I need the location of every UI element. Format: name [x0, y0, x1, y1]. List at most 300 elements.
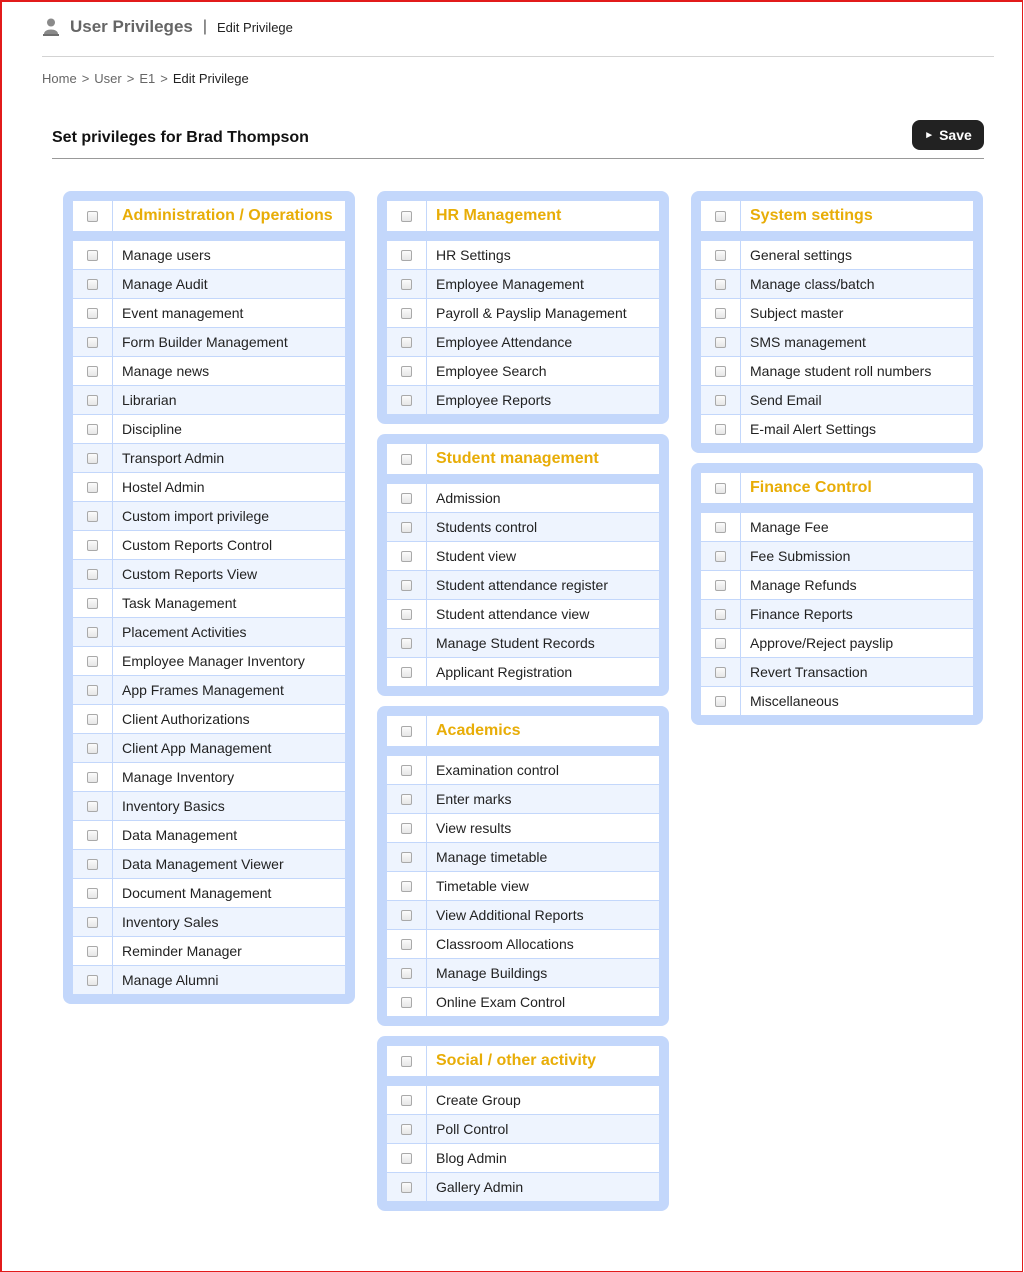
privilege-label: Inventory Sales [122, 914, 219, 930]
privilege-checkbox[interactable] [401, 337, 412, 348]
privilege-row-manage-timetable[interactable] [387, 843, 659, 872]
privilege-row-manage-refunds[interactable] [701, 571, 973, 600]
privilege-checkbox-cell [701, 299, 741, 327]
privilege-checkbox[interactable] [87, 511, 98, 522]
privilege-row-manage-alumni[interactable] [73, 966, 345, 994]
privileges-heading: Set privileges for Brad Thompson [52, 129, 309, 146]
privilege-label: Poll Control [436, 1121, 509, 1137]
privilege-label: Manage Buildings [436, 965, 548, 981]
privilege-checkbox-cell [73, 328, 113, 356]
privilege-checkbox-cell [387, 241, 427, 269]
privilege-row-manage-student-records[interactable] [387, 629, 659, 658]
privilege-checkbox[interactable] [401, 1182, 412, 1193]
privilege-checkbox-cell [387, 571, 427, 599]
privilege-checkbox[interactable] [87, 801, 98, 812]
privilege-checkbox[interactable] [401, 308, 412, 319]
heading-divider [52, 158, 984, 159]
privilege-row-employee-manager-inventory[interactable] [73, 647, 345, 676]
privilege-checkbox[interactable] [715, 580, 726, 591]
privilege-checkbox-cell [73, 357, 113, 385]
privilege-checkbox-cell [387, 930, 427, 958]
privilege-label: SMS management [750, 334, 866, 350]
privilege-checkbox-cell [387, 843, 427, 871]
privilege-checkbox[interactable] [87, 627, 98, 638]
privilege-checkbox[interactable] [715, 308, 726, 319]
privilege-checkbox-cell [701, 415, 741, 443]
privilege-row-discipline[interactable] [73, 415, 345, 444]
privilege-checkbox[interactable] [401, 609, 412, 620]
privilege-checkbox-cell [387, 270, 427, 298]
privilege-checkbox[interactable] [401, 1153, 412, 1164]
breadcrumb-separator: > [160, 71, 168, 86]
group-title: Social / other activity [436, 1052, 597, 1069]
privilege-label: Inventory Basics [122, 798, 225, 814]
privilege-checkbox[interactable] [87, 279, 98, 290]
privilege-checkbox[interactable] [715, 522, 726, 533]
privilege-row-classroom-allocations[interactable] [387, 930, 659, 959]
header-divider [42, 56, 994, 57]
privilege-label: Classroom Allocations [436, 936, 574, 952]
privilege-label: Event management [122, 305, 244, 321]
privilege-list [387, 484, 659, 686]
privilege-checkbox[interactable] [87, 685, 98, 696]
privilege-label: Finance Reports [750, 606, 853, 622]
group-checkbox-cell [701, 473, 741, 503]
privilege-label: Manage student roll numbers [750, 363, 932, 379]
privilege-row-online-exam-control[interactable] [387, 988, 659, 1016]
privilege-group-student-management [377, 434, 669, 696]
page-title: User Privileges [70, 17, 193, 36]
privilege-row-data-management-viewer[interactable] [73, 850, 345, 879]
privilege-checkbox-cell [387, 328, 427, 356]
group-checkbox-cell [73, 201, 113, 231]
privilege-row-document-management[interactable] [73, 879, 345, 908]
privilege-checkbox[interactable] [715, 551, 726, 562]
group-checkbox[interactable] [715, 211, 726, 222]
privilege-checkbox[interactable] [401, 395, 412, 406]
group-checkbox-cell [387, 444, 427, 474]
privilege-label: Approve/Reject payslip [750, 635, 894, 651]
privilege-checkbox-cell [73, 821, 113, 849]
privilege-checkbox[interactable] [715, 337, 726, 348]
group-checkbox[interactable] [87, 211, 98, 222]
privilege-row-sms-management[interactable] [701, 328, 973, 357]
privilege-group-social-other-activity [377, 1036, 669, 1211]
privilege-row-student-attendance-register[interactable] [387, 571, 659, 600]
privilege-label: Timetable view [436, 878, 529, 894]
privilege-checkbox[interactable] [87, 830, 98, 841]
privilege-checkbox-cell [73, 270, 113, 298]
privilege-label: Enter marks [436, 791, 512, 807]
privilege-row-manage-class-batch[interactable] [701, 270, 973, 299]
privilege-label: Client App Management [122, 740, 272, 756]
privilege-column-3 [691, 191, 983, 735]
group-checkbox[interactable] [401, 211, 412, 222]
privilege-checkbox[interactable] [401, 794, 412, 805]
group-header [387, 201, 659, 231]
group-checkbox-cell [387, 716, 427, 746]
privilege-row-enter-marks[interactable] [387, 785, 659, 814]
privilege-row-view-results[interactable] [387, 814, 659, 843]
privilege-label: Hostel Admin [122, 479, 205, 495]
privilege-label: Manage Student Records [436, 635, 595, 651]
breadcrumb-e1[interactable]: E1 [139, 71, 156, 86]
privilege-checkbox[interactable] [87, 743, 98, 754]
privilege-row-gallery-admin[interactable] [387, 1173, 659, 1201]
privilege-checkbox-cell [73, 850, 113, 878]
privilege-checkbox-cell [73, 386, 113, 414]
privilege-checkbox[interactable] [401, 765, 412, 776]
privilege-checkbox-cell [387, 872, 427, 900]
privilege-checkbox[interactable] [401, 968, 412, 979]
privilege-checkbox-cell [387, 1173, 427, 1201]
privilege-row-general-settings[interactable] [701, 241, 973, 270]
privilege-checkbox-cell [73, 763, 113, 791]
privilege-row-manage-student-roll-numbers[interactable] [701, 357, 973, 386]
privilege-label: Online Exam Control [436, 994, 566, 1010]
privilege-checkbox[interactable] [715, 395, 726, 406]
privilege-checkbox[interactable] [715, 638, 726, 649]
privilege-group-academics [377, 706, 669, 1026]
privilege-checkbox[interactable] [87, 453, 98, 464]
privilege-row-blog-admin[interactable] [387, 1144, 659, 1173]
privilege-checkbox-cell [701, 658, 741, 686]
privilege-checkbox[interactable] [87, 888, 98, 899]
privilege-checkbox-cell [73, 415, 113, 443]
breadcrumb-separator: > [126, 71, 135, 86]
privilege-label: Reminder Manager [122, 943, 242, 959]
privilege-checkbox-cell [387, 357, 427, 385]
group-header [701, 473, 973, 503]
privilege-group-hr-management [377, 191, 669, 424]
privilege-label: Employee Search [436, 363, 547, 379]
privilege-list [701, 241, 973, 443]
privilege-checkbox-cell [73, 241, 113, 269]
privilege-row-custom-reports-control[interactable] [73, 531, 345, 560]
privilege-row-subject-master[interactable] [701, 299, 973, 328]
privilege-label: Send Email [750, 392, 822, 408]
privilege-row-student-view[interactable] [387, 542, 659, 571]
privilege-checkbox[interactable] [401, 279, 412, 290]
privilege-checkbox[interactable] [87, 540, 98, 551]
privilege-checkbox-cell [387, 658, 427, 686]
group-title: Administration / Operations [122, 207, 333, 224]
save-button[interactable] [912, 120, 984, 150]
privilege-row-manage-users[interactable] [73, 241, 345, 270]
privilege-row-task-management[interactable] [73, 589, 345, 618]
privilege-checkbox[interactable] [401, 852, 412, 863]
privilege-checkbox[interactable] [401, 580, 412, 591]
privilege-label: Student attendance register [436, 577, 609, 593]
privilege-label: Manage Refunds [750, 577, 857, 593]
header-separator: | [202, 18, 208, 35]
privilege-column-1 [63, 191, 355, 1014]
privilege-checkbox[interactable] [87, 714, 98, 725]
privilege-row-manage-audit[interactable] [73, 270, 345, 299]
privilege-row-client-app-management[interactable] [73, 734, 345, 763]
user-icon [42, 17, 60, 37]
privilege-checkbox[interactable] [87, 569, 98, 580]
privilege-checkbox[interactable] [87, 946, 98, 957]
privilege-checkbox[interactable] [87, 975, 98, 986]
privilege-row-manage-news[interactable] [73, 357, 345, 386]
privilege-label: Custom import privilege [122, 508, 270, 524]
privilege-list [701, 513, 973, 715]
privilege-checkbox[interactable] [401, 1124, 412, 1135]
privilege-checkbox[interactable] [87, 859, 98, 870]
privilege-row-custom-reports-view[interactable] [73, 560, 345, 589]
group-title: Finance Control [750, 479, 872, 496]
privilege-checkbox-cell [387, 959, 427, 987]
privilege-label: Revert Transaction [750, 664, 868, 680]
privilege-row-employee-reports[interactable] [387, 386, 659, 414]
privilege-label: Student attendance view [436, 606, 590, 622]
privilege-row-form-builder-management[interactable] [73, 328, 345, 357]
privilege-checkbox-cell [387, 1144, 427, 1172]
privilege-checkbox[interactable] [401, 910, 412, 921]
privilege-row-view-additional-reports[interactable] [387, 901, 659, 930]
privilege-label: HR Settings [436, 247, 511, 263]
privilege-row-payroll-payslip-management[interactable] [387, 299, 659, 328]
breadcrumb-home[interactable]: Home [42, 71, 77, 86]
privilege-checkbox[interactable] [401, 823, 412, 834]
privilege-list [387, 241, 659, 414]
privilege-label: Form Builder Management [122, 334, 288, 350]
privilege-label: Transport Admin [122, 450, 225, 466]
privilege-row-send-email[interactable] [701, 386, 973, 415]
privilege-label: E-mail Alert Settings [750, 421, 877, 437]
privilege-label: View results [436, 820, 512, 836]
privilege-label: Manage Alumni [122, 972, 219, 988]
privilege-label: Manage timetable [436, 849, 548, 865]
privilege-row-create-group[interactable] [387, 1086, 659, 1115]
privilege-row-custom-import-privilege[interactable] [73, 502, 345, 531]
privilege-checkbox[interactable] [401, 1095, 412, 1106]
privilege-checkbox-cell [73, 473, 113, 501]
privilege-row-manage-fee[interactable] [701, 513, 973, 542]
privilege-row-client-authorizations[interactable] [73, 705, 345, 734]
privilege-list [387, 756, 659, 1016]
group-title: Academics [436, 722, 521, 739]
privilege-checkbox[interactable] [401, 638, 412, 649]
privilege-checkbox[interactable] [87, 366, 98, 377]
breadcrumb-current: Edit Privilege [172, 71, 249, 86]
privilege-row-finance-reports[interactable] [701, 600, 973, 629]
privilege-label: Employee Manager Inventory [122, 653, 305, 669]
group-checkbox[interactable] [401, 1056, 412, 1067]
privilege-row-fee-submission[interactable] [701, 542, 973, 571]
privilege-checkbox[interactable] [401, 939, 412, 950]
privilege-checkbox[interactable] [401, 667, 412, 678]
privilege-checkbox-cell [387, 542, 427, 570]
privilege-row-placement-activities[interactable] [73, 618, 345, 647]
group-header [701, 201, 973, 231]
privilege-checkbox[interactable] [87, 772, 98, 783]
privilege-list [73, 241, 345, 994]
privilege-checkbox-cell [387, 785, 427, 813]
privilege-checkbox-cell [73, 647, 113, 675]
privilege-checkbox[interactable] [715, 424, 726, 435]
breadcrumb-separator: > [81, 71, 90, 86]
group-title: System settings [750, 207, 873, 224]
privilege-checkbox[interactable] [401, 997, 412, 1008]
privilege-row-approve-reject-payslip[interactable] [701, 629, 973, 658]
group-checkbox-cell [701, 201, 741, 231]
privilege-row-app-frames-management[interactable] [73, 676, 345, 705]
privilege-checkbox[interactable] [87, 656, 98, 667]
privilege-label: Blog Admin [436, 1150, 507, 1166]
privilege-label: Data Management [122, 827, 238, 843]
privilege-row-revert-transaction[interactable] [701, 658, 973, 687]
privilege-row-student-attendance-view[interactable] [387, 600, 659, 629]
privilege-label: Subject master [750, 305, 844, 321]
privilege-checkbox[interactable] [401, 250, 412, 261]
privilege-checkbox-cell [73, 589, 113, 617]
privilege-label: Task Management [122, 595, 237, 611]
privilege-checkbox-cell [701, 542, 741, 570]
privilege-label: Discipline [122, 421, 182, 437]
privilege-label: General settings [750, 247, 852, 263]
privilege-label: Data Management Viewer [122, 856, 284, 872]
privilege-row-manage-inventory[interactable] [73, 763, 345, 792]
privilege-label: Manage Fee [750, 519, 829, 535]
privilege-label: Students control [436, 519, 538, 535]
privilege-label: Fee Submission [750, 548, 851, 564]
privilege-checkbox-cell [387, 1086, 427, 1114]
privilege-checkbox-cell [701, 629, 741, 657]
privilege-row-miscellaneous[interactable] [701, 687, 973, 715]
privilege-checkbox[interactable] [715, 696, 726, 707]
privilege-label: Employee Management [436, 276, 584, 292]
privilege-row-applicant-registration[interactable] [387, 658, 659, 686]
privilege-row-employee-search[interactable] [387, 357, 659, 386]
privilege-checkbox[interactable] [87, 598, 98, 609]
privilege-checkbox-cell [73, 299, 113, 327]
privilege-checkbox-cell [73, 705, 113, 733]
privilege-checkbox-cell [73, 966, 113, 994]
privilege-row-data-management[interactable] [73, 821, 345, 850]
group-header [387, 716, 659, 746]
privilege-checkbox-cell [701, 270, 741, 298]
privilege-checkbox[interactable] [715, 250, 726, 261]
privilege-checkbox[interactable] [715, 366, 726, 377]
privilege-checkbox[interactable] [87, 917, 98, 928]
privilege-label: View Additional Reports [436, 907, 584, 923]
privilege-row-admission[interactable] [387, 484, 659, 513]
privilege-row-transport-admin[interactable] [73, 444, 345, 473]
privilege-label: Librarian [122, 392, 177, 408]
privilege-row-reminder-manager[interactable] [73, 937, 345, 966]
privilege-checkbox[interactable] [401, 522, 412, 533]
privilege-checkbox-cell [73, 734, 113, 762]
privilege-checkbox[interactable] [715, 609, 726, 620]
group-header [387, 1046, 659, 1076]
privilege-checkbox[interactable] [715, 667, 726, 678]
privilege-row-employee-attendance[interactable] [387, 328, 659, 357]
privilege-label: Create Group [436, 1092, 521, 1108]
privilege-checkbox[interactable] [87, 250, 98, 261]
privilege-row-poll-control[interactable] [387, 1115, 659, 1144]
privilege-checkbox[interactable] [87, 395, 98, 406]
privilege-checkbox[interactable] [87, 482, 98, 493]
privilege-checkbox[interactable] [401, 366, 412, 377]
privilege-checkbox-cell [73, 560, 113, 588]
group-checkbox[interactable] [715, 483, 726, 494]
privilege-checkbox[interactable] [87, 337, 98, 348]
privilege-label: Manage news [122, 363, 210, 379]
privilege-label: Employee Reports [436, 392, 552, 408]
page-header [42, 15, 293, 39]
privilege-group-administration-operations [63, 191, 355, 1004]
privilege-checkbox-cell [701, 241, 741, 269]
privilege-label: App Frames Management [122, 682, 284, 698]
privilege-group-system-settings [691, 191, 983, 453]
group-checkbox[interactable] [401, 454, 412, 465]
privilege-label: Client Authorizations [122, 711, 250, 727]
privilege-row-examination-control[interactable] [387, 756, 659, 785]
privilege-column-2 [377, 191, 669, 1221]
privilege-checkbox-cell [73, 676, 113, 704]
privilege-label: Admission [436, 490, 501, 506]
privilege-checkbox[interactable] [87, 424, 98, 435]
privilege-row-event-management[interactable] [73, 299, 345, 328]
privilege-row-hostel-admin[interactable] [73, 473, 345, 502]
privilege-label: Manage Inventory [122, 769, 235, 785]
privilege-row-students-control[interactable] [387, 513, 659, 542]
group-header [73, 201, 345, 231]
privilege-checkbox-cell [387, 513, 427, 541]
privilege-row-timetable-view[interactable] [387, 872, 659, 901]
privilege-checkbox-cell [73, 937, 113, 965]
privilege-checkbox-cell [73, 531, 113, 559]
privilege-label: Custom Reports Control [122, 537, 273, 553]
privilege-label: Student view [436, 548, 517, 564]
privilege-checkbox-cell [387, 600, 427, 628]
privilege-checkbox-cell [387, 814, 427, 842]
privilege-label: Payroll & Payslip Management [436, 305, 627, 321]
group-checkbox[interactable] [401, 726, 412, 737]
privilege-label: Applicant Registration [436, 664, 573, 680]
breadcrumb [42, 71, 249, 86]
privilege-label: Employee Attendance [436, 334, 573, 350]
privilege-checkbox[interactable] [401, 493, 412, 504]
privilege-row-hr-settings[interactable] [387, 241, 659, 270]
privilege-checkbox[interactable] [401, 551, 412, 562]
privilege-row-manage-buildings[interactable] [387, 959, 659, 988]
privilege-label: Manage Audit [122, 276, 208, 292]
privilege-row-librarian[interactable] [73, 386, 345, 415]
privilege-row-employee-management[interactable] [387, 270, 659, 299]
privilege-label: Document Management [122, 885, 272, 901]
save-label: Save [939, 127, 972, 143]
privilege-row-e-mail-alert-settings[interactable] [701, 415, 973, 443]
privilege-checkbox[interactable] [715, 279, 726, 290]
privilege-checkbox-cell [73, 879, 113, 907]
breadcrumb-user[interactable]: User [94, 71, 122, 86]
privilege-checkbox-cell [701, 328, 741, 356]
privilege-checkbox[interactable] [87, 308, 98, 319]
privilege-checkbox-cell [73, 792, 113, 820]
privilege-checkbox-cell [73, 444, 113, 472]
privilege-row-inventory-sales[interactable] [73, 908, 345, 937]
privilege-label: Custom Reports View [122, 566, 258, 582]
privilege-checkbox[interactable] [401, 881, 412, 892]
privilege-checkbox-cell [73, 502, 113, 530]
privilege-row-inventory-basics[interactable] [73, 792, 345, 821]
group-header [387, 444, 659, 474]
play-icon: ► [924, 129, 935, 141]
page-subtitle: Edit Privilege [217, 19, 293, 35]
